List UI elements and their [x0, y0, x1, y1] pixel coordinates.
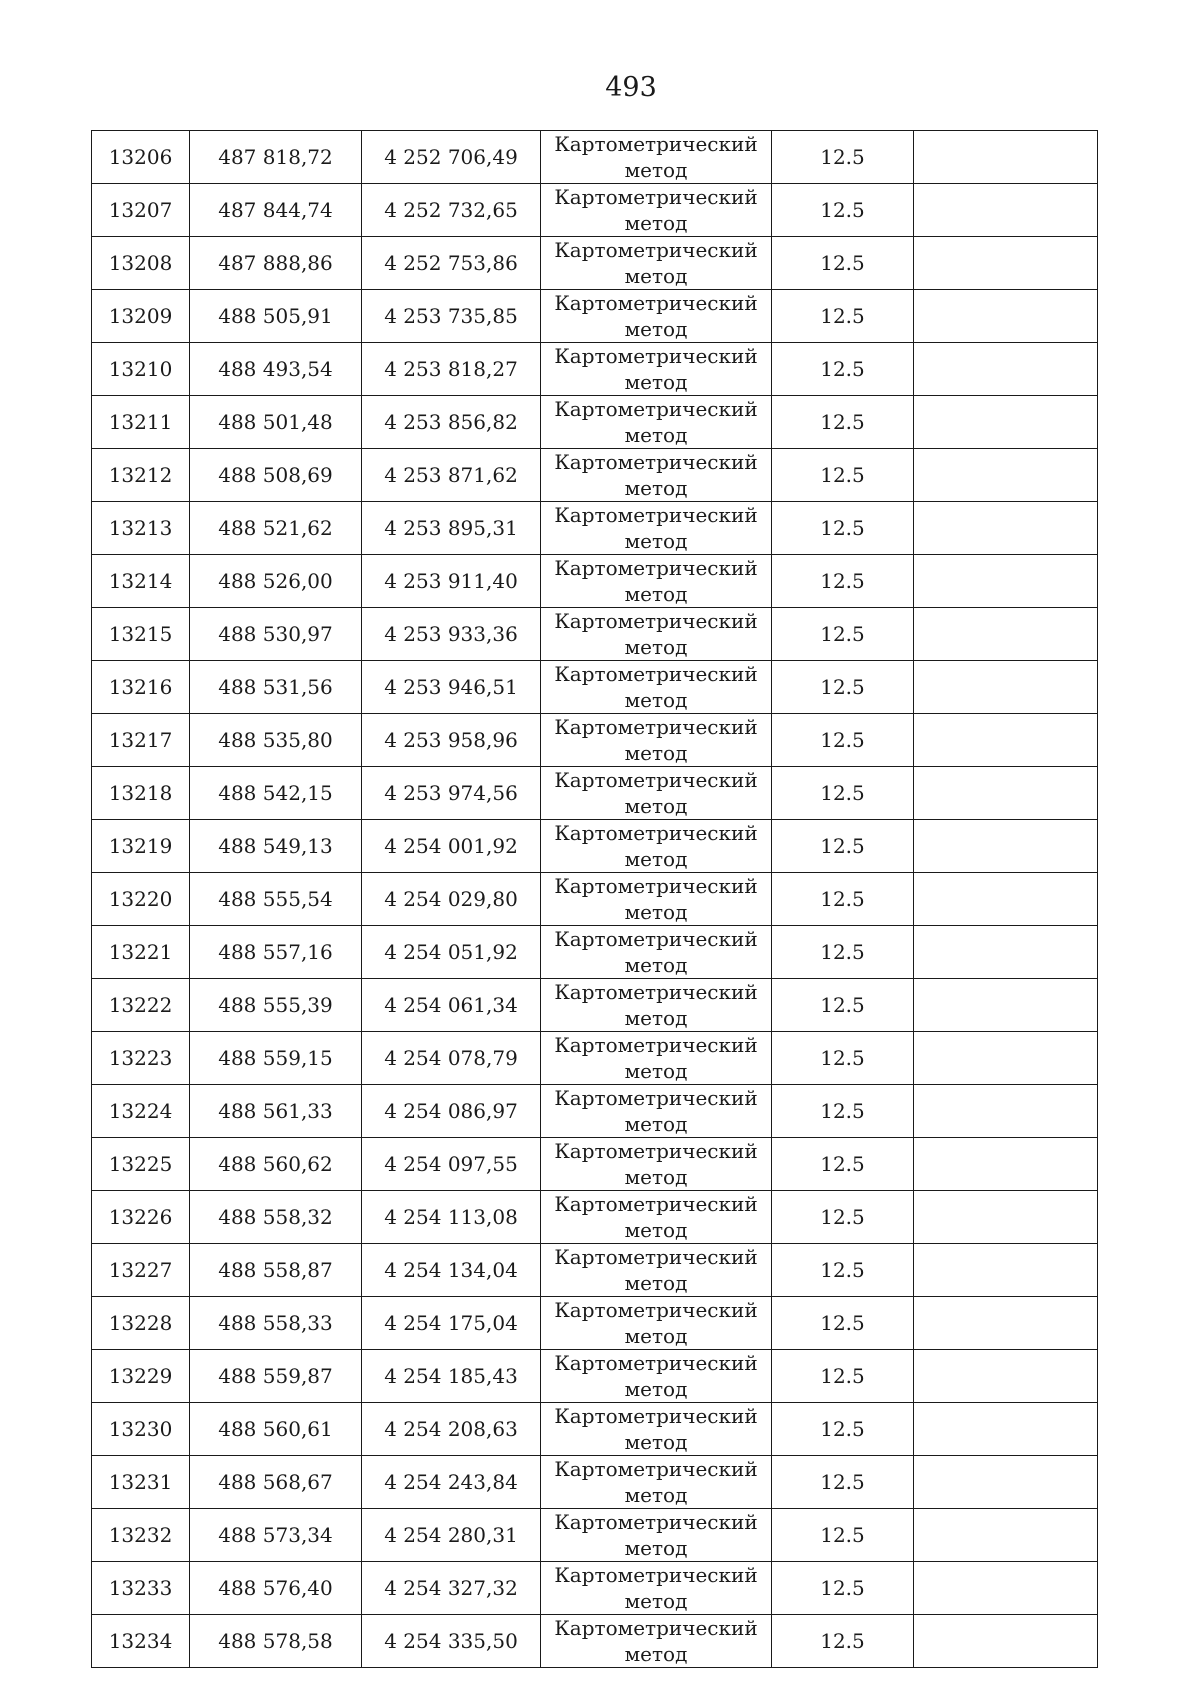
- y-coordinate-cell: 4 254 280,31: [362, 1509, 541, 1562]
- x-coordinate-cell: 488 568,67: [190, 1456, 362, 1509]
- y-coordinate-cell: 4 254 113,08: [362, 1191, 541, 1244]
- point-number-cell: 13208: [92, 237, 190, 290]
- accuracy-cell: 12.5: [772, 1403, 914, 1456]
- point-number-cell: 13206: [92, 131, 190, 184]
- method-cell: [541, 237, 772, 290]
- accuracy-cell: 12.5: [772, 926, 914, 979]
- page-number: 493: [605, 72, 657, 103]
- method-cell: [541, 1297, 772, 1350]
- point-number-cell: 13229: [92, 1350, 190, 1403]
- method-line-1: Картометрический: [554, 821, 758, 845]
- method-cell: [541, 502, 772, 555]
- point-number-cell: 13228: [92, 1297, 190, 1350]
- y-coordinate-cell: 4 254 327,32: [362, 1562, 541, 1615]
- x-coordinate-cell: 488 573,34: [190, 1509, 362, 1562]
- accuracy-cell: 12.5: [772, 979, 914, 1032]
- x-coordinate-cell: 488 549,13: [190, 820, 362, 873]
- method-line-1: Картометрический: [554, 1351, 758, 1375]
- table-row: [92, 608, 1098, 661]
- note-cell: [914, 1350, 1098, 1403]
- accuracy-cell: 12.5: [772, 1032, 914, 1085]
- method-line-1: Картометрический: [554, 1245, 758, 1269]
- accuracy-cell: 12.5: [772, 608, 914, 661]
- x-coordinate-cell: 488 560,61: [190, 1403, 362, 1456]
- method-cell: [541, 290, 772, 343]
- method-cell: [541, 661, 772, 714]
- note-cell: [914, 237, 1098, 290]
- table-row: [92, 820, 1098, 873]
- note-cell: [914, 661, 1098, 714]
- method-line-1: Картометрический: [554, 344, 758, 368]
- table-row: [92, 290, 1098, 343]
- method-line-1: Картометрический: [554, 715, 758, 739]
- method-cell: [541, 184, 772, 237]
- y-coordinate-cell: 4 254 335,50: [362, 1615, 541, 1668]
- x-coordinate-cell: 487 844,74: [190, 184, 362, 237]
- note-cell: [914, 184, 1098, 237]
- y-coordinate-cell: 4 253 933,36: [362, 608, 541, 661]
- method-cell: [541, 1562, 772, 1615]
- table-row: [92, 1456, 1098, 1509]
- x-coordinate-cell: 488 501,48: [190, 396, 362, 449]
- method-line-2: метод: [624, 953, 688, 977]
- method-line-2: метод: [624, 1218, 688, 1242]
- accuracy-cell: 12.5: [772, 1244, 914, 1297]
- x-coordinate-cell: 488 542,15: [190, 767, 362, 820]
- y-coordinate-cell: 4 254 061,34: [362, 979, 541, 1032]
- method-line-2: метод: [624, 1059, 688, 1083]
- note-cell: [914, 820, 1098, 873]
- y-coordinate-cell: 4 254 185,43: [362, 1350, 541, 1403]
- method-line-1: Картометрический: [554, 874, 758, 898]
- method-line-1: Картометрический: [554, 768, 758, 792]
- note-cell: [914, 1615, 1098, 1668]
- x-coordinate-cell: 488 555,39: [190, 979, 362, 1032]
- table-row: [92, 1138, 1098, 1191]
- method-line-1: Картометрический: [554, 1404, 758, 1428]
- method-line-1: Картометрический: [554, 1033, 758, 1057]
- method-cell: [541, 1403, 772, 1456]
- point-number-cell: 13214: [92, 555, 190, 608]
- y-coordinate-cell: 4 253 856,82: [362, 396, 541, 449]
- method-line-1: Картометрический: [554, 291, 758, 315]
- note-cell: [914, 343, 1098, 396]
- method-line-1: Картометрический: [554, 185, 758, 209]
- x-coordinate-cell: 488 560,62: [190, 1138, 362, 1191]
- point-number-cell: 13217: [92, 714, 190, 767]
- accuracy-cell: 12.5: [772, 555, 914, 608]
- point-number-cell: 13230: [92, 1403, 190, 1456]
- y-coordinate-cell: 4 253 818,27: [362, 343, 541, 396]
- method-line-2: метод: [624, 582, 688, 606]
- accuracy-cell: 12.5: [772, 873, 914, 926]
- method-cell: [541, 820, 772, 873]
- note-cell: [914, 1562, 1098, 1615]
- accuracy-cell: 12.5: [772, 714, 914, 767]
- method-line-2: метод: [624, 1483, 688, 1507]
- method-cell: [541, 873, 772, 926]
- y-coordinate-cell: 4 254 086,97: [362, 1085, 541, 1138]
- x-coordinate-cell: 488 530,97: [190, 608, 362, 661]
- x-coordinate-cell: 488 521,62: [190, 502, 362, 555]
- x-coordinate-cell: 488 576,40: [190, 1562, 362, 1615]
- method-line-2: метод: [624, 423, 688, 447]
- y-coordinate-cell: 4 252 732,65: [362, 184, 541, 237]
- note-cell: [914, 714, 1098, 767]
- note-cell: [914, 396, 1098, 449]
- x-coordinate-cell: 488 505,91: [190, 290, 362, 343]
- point-number-cell: 13220: [92, 873, 190, 926]
- accuracy-cell: 12.5: [772, 1615, 914, 1668]
- method-line-2: метод: [624, 1006, 688, 1030]
- point-number-cell: 13213: [92, 502, 190, 555]
- y-coordinate-cell: 4 254 097,55: [362, 1138, 541, 1191]
- accuracy-cell: 12.5: [772, 1138, 914, 1191]
- table-row: [92, 1085, 1098, 1138]
- method-line-1: Картометрический: [554, 556, 758, 580]
- method-line-2: метод: [624, 1589, 688, 1613]
- x-coordinate-cell: 488 558,32: [190, 1191, 362, 1244]
- x-coordinate-cell: 488 531,56: [190, 661, 362, 714]
- table-row: [92, 979, 1098, 1032]
- note-cell: [914, 290, 1098, 343]
- accuracy-cell: 12.5: [772, 343, 914, 396]
- note-cell: [914, 1297, 1098, 1350]
- x-coordinate-cell: 487 818,72: [190, 131, 362, 184]
- y-coordinate-cell: 4 254 051,92: [362, 926, 541, 979]
- accuracy-cell: 12.5: [772, 449, 914, 502]
- note-cell: [914, 1032, 1098, 1085]
- table-row: [92, 1615, 1098, 1668]
- method-line-2: метод: [624, 1165, 688, 1189]
- method-line-1: Картометрический: [554, 1139, 758, 1163]
- method-line-2: метод: [624, 1112, 688, 1136]
- note-cell: [914, 926, 1098, 979]
- method-cell: [541, 396, 772, 449]
- method-line-1: Картометрический: [554, 397, 758, 421]
- method-line-1: Картометрический: [554, 238, 758, 262]
- accuracy-cell: 12.5: [772, 767, 914, 820]
- x-coordinate-cell: 488 535,80: [190, 714, 362, 767]
- table-row: [92, 396, 1098, 449]
- table-row: [92, 714, 1098, 767]
- x-coordinate-cell: 488 559,15: [190, 1032, 362, 1085]
- table-row: [92, 343, 1098, 396]
- point-number-cell: 13232: [92, 1509, 190, 1562]
- table-row: [92, 131, 1098, 184]
- method-line-1: Картометрический: [554, 1457, 758, 1481]
- y-coordinate-cell: 4 253 974,56: [362, 767, 541, 820]
- point-number-cell: 13223: [92, 1032, 190, 1085]
- method-cell: [541, 1615, 772, 1668]
- y-coordinate-cell: 4 253 958,96: [362, 714, 541, 767]
- method-line-1: Картометрический: [554, 132, 758, 156]
- y-coordinate-cell: 4 254 175,04: [362, 1297, 541, 1350]
- note-cell: [914, 449, 1098, 502]
- method-cell: [541, 555, 772, 608]
- table-row: [92, 502, 1098, 555]
- method-line-2: метод: [624, 370, 688, 394]
- y-coordinate-cell: 4 253 895,31: [362, 502, 541, 555]
- method-cell: [541, 131, 772, 184]
- method-line-1: Картометрический: [554, 503, 758, 527]
- table-row: [92, 926, 1098, 979]
- table-row: [92, 873, 1098, 926]
- y-coordinate-cell: 4 254 208,63: [362, 1403, 541, 1456]
- accuracy-cell: 12.5: [772, 502, 914, 555]
- method-line-1: Картометрический: [554, 980, 758, 1004]
- method-line-1: Картометрический: [554, 927, 758, 951]
- accuracy-cell: 12.5: [772, 1191, 914, 1244]
- method-line-2: метод: [624, 529, 688, 553]
- table-row: [92, 767, 1098, 820]
- note-cell: [914, 873, 1098, 926]
- method-cell: [541, 1085, 772, 1138]
- accuracy-cell: 12.5: [772, 1085, 914, 1138]
- point-number-cell: 13226: [92, 1191, 190, 1244]
- table-row: [92, 184, 1098, 237]
- accuracy-cell: 12.5: [772, 1562, 914, 1615]
- point-number-cell: 13224: [92, 1085, 190, 1138]
- method-line-2: метод: [624, 1324, 688, 1348]
- method-line-2: метод: [624, 1271, 688, 1295]
- method-line-1: Картометрический: [554, 1086, 758, 1110]
- point-number-cell: 13218: [92, 767, 190, 820]
- note-cell: [914, 1138, 1098, 1191]
- x-coordinate-cell: 488 555,54: [190, 873, 362, 926]
- method-line-2: метод: [624, 1377, 688, 1401]
- x-coordinate-cell: 488 561,33: [190, 1085, 362, 1138]
- accuracy-cell: 12.5: [772, 1456, 914, 1509]
- table-row: [92, 1403, 1098, 1456]
- note-cell: [914, 1085, 1098, 1138]
- accuracy-cell: 12.5: [772, 237, 914, 290]
- method-line-2: метод: [624, 158, 688, 182]
- point-number-cell: 13231: [92, 1456, 190, 1509]
- x-coordinate-cell: 488 493,54: [190, 343, 362, 396]
- method-cell: [541, 1509, 772, 1562]
- accuracy-cell: 12.5: [772, 1350, 914, 1403]
- method-line-2: метод: [624, 1642, 688, 1666]
- method-cell: [541, 1456, 772, 1509]
- x-coordinate-cell: 488 557,16: [190, 926, 362, 979]
- method-line-2: метод: [624, 317, 688, 341]
- note-cell: [914, 502, 1098, 555]
- table-row: [92, 1350, 1098, 1403]
- method-cell: [541, 1244, 772, 1297]
- note-cell: [914, 608, 1098, 661]
- method-cell: [541, 714, 772, 767]
- note-cell: [914, 1509, 1098, 1562]
- y-coordinate-cell: 4 252 753,86: [362, 237, 541, 290]
- method-line-1: Картометрический: [554, 450, 758, 474]
- y-coordinate-cell: 4 254 134,04: [362, 1244, 541, 1297]
- method-line-1: Картометрический: [554, 662, 758, 686]
- method-cell: [541, 343, 772, 396]
- accuracy-cell: 12.5: [772, 396, 914, 449]
- coordinates-table-body: [92, 131, 1098, 1668]
- y-coordinate-cell: 4 253 946,51: [362, 661, 541, 714]
- method-cell: [541, 926, 772, 979]
- x-coordinate-cell: 488 508,69: [190, 449, 362, 502]
- method-cell: [541, 979, 772, 1032]
- point-number-cell: 13221: [92, 926, 190, 979]
- coordinates-table: [91, 130, 1098, 1668]
- method-cell: [541, 449, 772, 502]
- table-row: [92, 1244, 1098, 1297]
- y-coordinate-cell: 4 253 871,62: [362, 449, 541, 502]
- accuracy-cell: 12.5: [772, 1509, 914, 1562]
- table-row: [92, 1191, 1098, 1244]
- accuracy-cell: 12.5: [772, 820, 914, 873]
- method-line-2: метод: [624, 688, 688, 712]
- point-number-cell: 13211: [92, 396, 190, 449]
- point-number-cell: 13209: [92, 290, 190, 343]
- point-number-cell: 13210: [92, 343, 190, 396]
- method-line-2: метод: [624, 476, 688, 500]
- y-coordinate-cell: 4 254 001,92: [362, 820, 541, 873]
- method-line-2: метод: [624, 741, 688, 765]
- method-line-2: метод: [624, 1536, 688, 1560]
- point-number-cell: 13225: [92, 1138, 190, 1191]
- method-line-1: Картометрический: [554, 1298, 758, 1322]
- note-cell: [914, 1244, 1098, 1297]
- accuracy-cell: 12.5: [772, 661, 914, 714]
- note-cell: [914, 979, 1098, 1032]
- method-line-2: метод: [624, 900, 688, 924]
- method-cell: [541, 608, 772, 661]
- point-number-cell: 13227: [92, 1244, 190, 1297]
- method-line-2: метод: [624, 635, 688, 659]
- method-line-1: Картометрический: [554, 1192, 758, 1216]
- x-coordinate-cell: 488 559,87: [190, 1350, 362, 1403]
- note-cell: [914, 131, 1098, 184]
- method-cell: [541, 1350, 772, 1403]
- x-coordinate-cell: 488 558,33: [190, 1297, 362, 1350]
- y-coordinate-cell: 4 254 243,84: [362, 1456, 541, 1509]
- note-cell: [914, 767, 1098, 820]
- note-cell: [914, 555, 1098, 608]
- table-row: [92, 1297, 1098, 1350]
- y-coordinate-cell: 4 252 706,49: [362, 131, 541, 184]
- y-coordinate-cell: 4 253 735,85: [362, 290, 541, 343]
- y-coordinate-cell: 4 254 029,80: [362, 873, 541, 926]
- accuracy-cell: 12.5: [772, 131, 914, 184]
- method-line-1: Картометрический: [554, 1616, 758, 1640]
- accuracy-cell: 12.5: [772, 290, 914, 343]
- point-number-cell: 13234: [92, 1615, 190, 1668]
- method-line-1: Картометрический: [554, 1510, 758, 1534]
- point-number-cell: 13207: [92, 184, 190, 237]
- method-cell: [541, 1032, 772, 1085]
- table-row: [92, 237, 1098, 290]
- method-line-2: метод: [624, 211, 688, 235]
- table-row: [92, 1562, 1098, 1615]
- method-line-1: Картометрический: [554, 1563, 758, 1587]
- point-number-cell: 13219: [92, 820, 190, 873]
- note-cell: [914, 1456, 1098, 1509]
- note-cell: [914, 1403, 1098, 1456]
- table-row: [92, 661, 1098, 714]
- method-line-2: метод: [624, 264, 688, 288]
- method-cell: [541, 767, 772, 820]
- table-row: [92, 449, 1098, 502]
- method-cell: [541, 1191, 772, 1244]
- method-line-2: метод: [624, 794, 688, 818]
- method-cell: [541, 1138, 772, 1191]
- x-coordinate-cell: 488 578,58: [190, 1615, 362, 1668]
- y-coordinate-cell: 4 254 078,79: [362, 1032, 541, 1085]
- y-coordinate-cell: 4 253 911,40: [362, 555, 541, 608]
- x-coordinate-cell: 488 526,00: [190, 555, 362, 608]
- accuracy-cell: 12.5: [772, 184, 914, 237]
- method-line-2: метод: [624, 1430, 688, 1454]
- point-number-cell: 13233: [92, 1562, 190, 1615]
- table-row: [92, 1032, 1098, 1085]
- table-row: [92, 1509, 1098, 1562]
- x-coordinate-cell: 488 558,87: [190, 1244, 362, 1297]
- point-number-cell: 13216: [92, 661, 190, 714]
- table-row: [92, 555, 1098, 608]
- point-number-cell: 13212: [92, 449, 190, 502]
- x-coordinate-cell: 487 888,86: [190, 237, 362, 290]
- note-cell: [914, 1191, 1098, 1244]
- method-line-1: Картометрический: [554, 609, 758, 633]
- method-line-2: метод: [624, 847, 688, 871]
- point-number-cell: 13215: [92, 608, 190, 661]
- point-number-cell: 13222: [92, 979, 190, 1032]
- accuracy-cell: 12.5: [772, 1297, 914, 1350]
